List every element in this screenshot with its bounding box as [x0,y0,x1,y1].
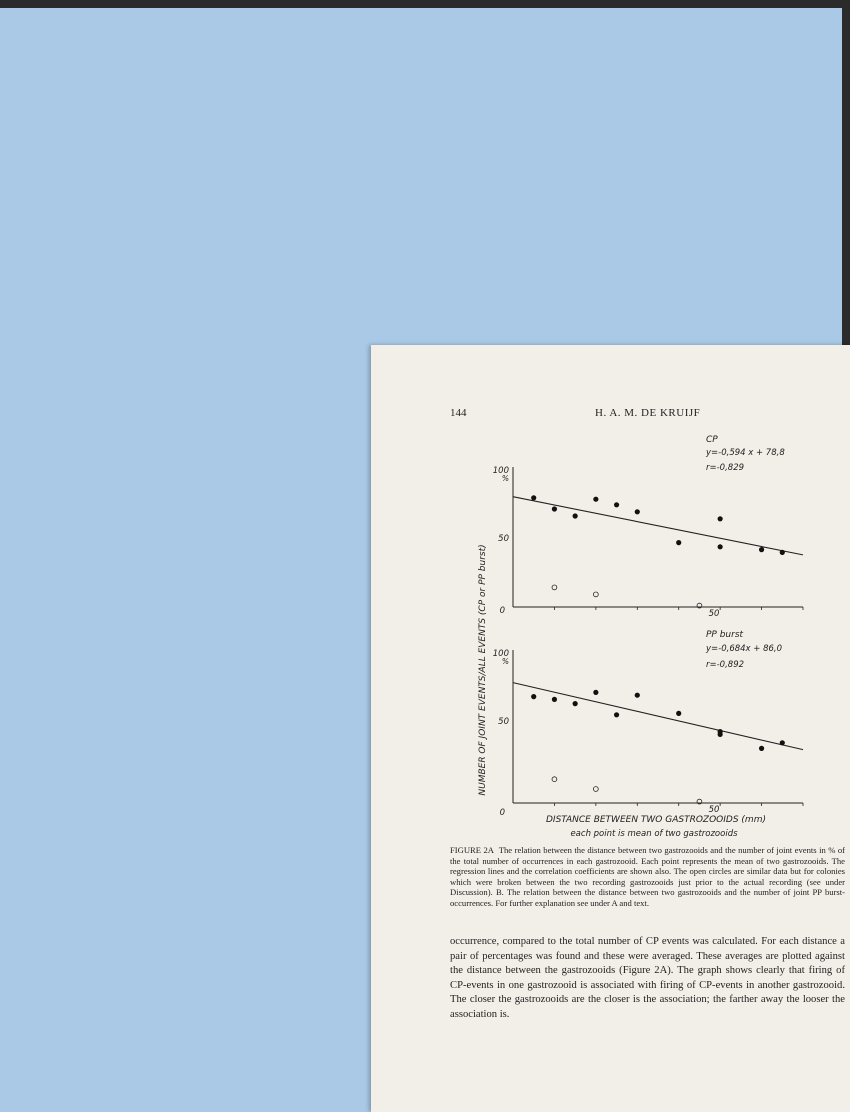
panel-b-data-point [531,694,536,699]
figure-2 [371,345,850,845]
x-axis-label: DISTANCE BETWEEN TWO GASTROZOOIDS (mm) [546,815,766,825]
panel-a-data-point [531,495,536,500]
panel-b-data-point [573,701,578,706]
panel-b-data-point [718,732,723,737]
page-number: 144 [450,407,467,419]
panel-a-data-point [759,547,764,552]
panel-b-regression-line [513,683,803,750]
panel-a-marks [513,495,803,610]
panel-a-data-point [593,497,598,502]
panel-b-equation: y=-0,684x + 86,0 [706,644,783,654]
panel-b-open-point [552,777,557,782]
panel-b-tick-pct: % [501,657,509,666]
panel-b [493,630,803,818]
x-axis-note: each point is mean of two gastrozooids [570,829,738,839]
figure-caption [450,845,845,909]
panel-a-regression-line [513,497,803,555]
panel-a-data-point [573,513,578,518]
panel-a-data-point [676,540,681,545]
panel-b-tick-0: 0 [499,808,505,818]
panel-a-data-point [718,516,723,521]
caption-label: FIGURE 2A [450,845,494,855]
panel-b-data-point [593,690,598,695]
panel-a-tick-50: 50 [498,534,509,544]
panel-a-x-tick-50: 50 [708,609,720,619]
panel-b-x-tick-50: 50 [708,805,720,815]
panel-b-data-point [552,697,557,702]
panel-b-data-point [676,711,681,716]
panel-a-data-point [780,550,785,555]
panel-b-series-label: PP burst [706,630,744,640]
panel-b-open-point [593,787,598,792]
panel-b-tick-100: 100 [492,649,509,659]
panel-a-tick-pct: % [501,474,509,483]
panel-b-data-point [614,712,619,717]
caption-text: The relation between the distance between two gastrozooids and the number of joint events in % of the total number of occurrences in each gastrozooid. Each point represents the mean of two gastrozooids. The regression lines and the correlation coefficients are shown also. The open circles are similar data but for colonies which were broken between the two recording gastrozooids just prior to the actual recording (see under Discussion). B. The relation between the distance between two gastrozooids and the number of joint PP burst-occurrences. For further explanation see under A and text. [450,845,845,908]
panel-b-r-value: r=-0,892 [706,660,745,670]
panel-a-data-point [635,509,640,514]
y-axis-label: NUMBER OF JOINT EVENTS/ALL EVENTS (CP or PP burst) [478,544,488,796]
panel-a-series-label: CP [706,435,718,445]
panel-a [493,435,803,619]
panel-b-data-point [780,740,785,745]
panel-a-open-point [593,592,598,597]
journal-page [371,345,850,1112]
panel-a-data-point [718,544,723,549]
body-paragraph: occurrence, compared to the total number of CP events was calculated. For each distance a pair of percentages was found and these were averaged. These averages are plotted against the distance between the gastrozooids (Figure 2A). The graph shows clearly that firing of CP-events in one gastrozooid is associated with firing of CP-events in another gastrozooid. The closer the gastrozooids are the closer is the association; the farther away the looser the association is. [450,936,845,1020]
panel-b-marks [513,683,803,806]
panel-b-tick-50: 50 [498,717,509,727]
panel-b-data-point [759,746,764,751]
panel-a-tick-100: 100 [492,466,509,476]
running-head-author: H. A. M. DE KRUIJF [595,407,701,419]
panel-a-open-point [552,585,557,590]
panel-a-equation: y=-0,594 x + 78,8 [706,448,785,458]
panel-a-tick-0: 0 [499,606,505,616]
panel-a-data-point [614,502,619,507]
panel-a-data-point [552,506,557,511]
panel-a-r-value: r=-0,829 [706,463,745,473]
panel-b-data-point [635,693,640,698]
